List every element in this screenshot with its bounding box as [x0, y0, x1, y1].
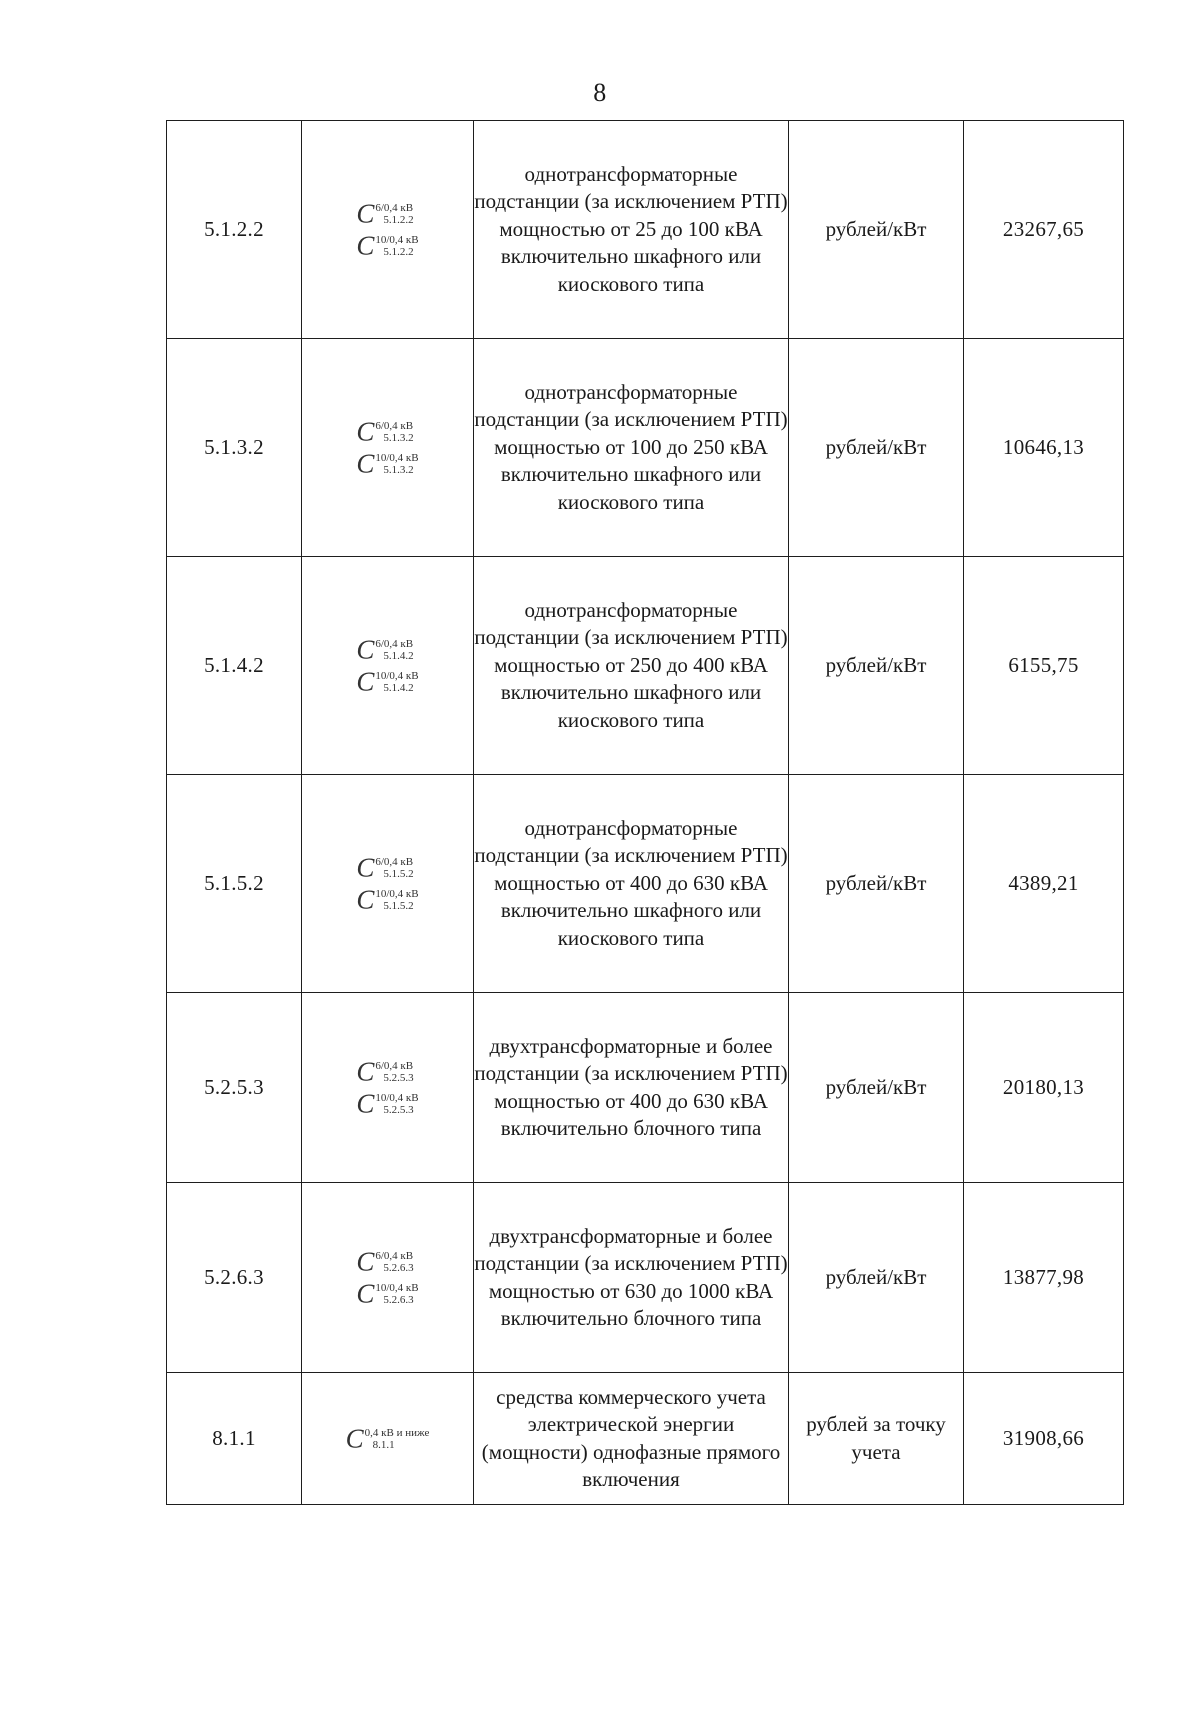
table-row — [167, 121, 1124, 339]
rate-symbol-index: 5.1.4.2 — [383, 681, 414, 694]
rate-symbol — [356, 1056, 418, 1086]
rate-symbol-letter: C — [345, 1423, 364, 1453]
rate-symbol-index: 5.1.4.2 — [383, 649, 414, 662]
table-row — [167, 1373, 1124, 1505]
row-value: 13877,98 — [964, 1183, 1124, 1373]
rate-symbol-letter: C — [356, 230, 375, 260]
rate-symbol-group — [356, 630, 418, 702]
table-row — [167, 775, 1124, 993]
rate-symbol-voltage: 6/0,4 кВ — [375, 1059, 414, 1072]
rate-symbol-voltage: 6/0,4 кВ — [375, 637, 414, 650]
row-code: 5.1.5.2 — [167, 775, 302, 993]
row-code: 5.1.2.2 — [167, 121, 302, 339]
rate-symbol-cell — [302, 339, 474, 557]
table-row — [167, 339, 1124, 557]
rate-symbol-index: 5.2.5.3 — [383, 1071, 414, 1084]
row-unit: рублей/кВт — [789, 339, 964, 557]
rate-symbol — [356, 852, 418, 882]
rate-symbol-letter: C — [356, 634, 375, 664]
rate-symbol-voltage: 10/0,4 кВ — [375, 887, 419, 900]
rate-symbol — [345, 1423, 430, 1453]
row-unit: рублей/кВт — [789, 121, 964, 339]
rate-symbol-index: 5.1.2.2 — [383, 213, 414, 226]
row-description: однотрансформаторные подстанции (за исключением РТП) мощностью от 400 до 630 кВА включительно шкафного или киоскового типа — [474, 775, 789, 993]
rate-symbol-voltage: 6/0,4 кВ — [375, 1249, 414, 1262]
rate-symbol — [356, 1278, 419, 1308]
rate-symbol-letter: C — [356, 1088, 375, 1118]
rate-symbol-cell — [302, 557, 474, 775]
row-description: средства коммерческого учета электрической энергии (мощности) однофазные прямого включения — [474, 1373, 789, 1505]
row-code: 5.1.4.2 — [167, 557, 302, 775]
row-value: 23267,65 — [964, 121, 1124, 339]
row-value: 4389,21 — [964, 775, 1124, 993]
rate-symbol-voltage: 0,4 кВ и ниже — [364, 1426, 430, 1439]
rate-symbol-index: 5.1.5.2 — [383, 899, 414, 912]
rate-symbol — [356, 1246, 418, 1276]
table-row — [167, 1183, 1124, 1373]
rate-symbol — [356, 884, 419, 914]
rate-symbol-group — [356, 848, 418, 920]
rate-symbol — [356, 666, 419, 696]
rate-symbol-letter: C — [356, 852, 375, 882]
rate-symbol-cell — [302, 1183, 474, 1373]
rate-symbol-voltage: 10/0,4 кВ — [375, 669, 419, 682]
row-value: 10646,13 — [964, 339, 1124, 557]
table-row — [167, 993, 1124, 1183]
rate-symbol-index: 5.1.5.2 — [383, 867, 414, 880]
row-unit: рублей/кВт — [789, 775, 964, 993]
rate-symbol-group — [356, 1242, 418, 1314]
rate-symbol — [356, 230, 419, 260]
rate-symbol-index: 5.2.6.3 — [383, 1293, 414, 1306]
rate-symbol-voltage: 10/0,4 кВ — [375, 451, 419, 464]
row-description: однотрансформаторные подстанции (за исключением РТП) мощностью от 250 до 400 кВА включительно шкафного или киоскового типа — [474, 557, 789, 775]
row-code: 5.2.6.3 — [167, 1183, 302, 1373]
rate-symbol-cell — [302, 993, 474, 1183]
rate-symbol-index: 5.1.2.2 — [383, 245, 414, 258]
rate-symbol — [356, 1088, 419, 1118]
rate-symbol-index: 5.1.3.2 — [383, 463, 414, 476]
rate-symbol — [356, 634, 418, 664]
rate-symbol-index: 5.2.6.3 — [383, 1261, 414, 1274]
row-code: 5.2.5.3 — [167, 993, 302, 1183]
rate-symbol-letter: C — [356, 1056, 375, 1086]
row-unit: рублей/кВт — [789, 557, 964, 775]
rate-symbol-group — [356, 412, 418, 484]
rate-symbol-index: 5.1.3.2 — [383, 431, 414, 444]
rate-symbol-group — [356, 1052, 418, 1124]
row-description: однотрансформаторные подстанции (за исключением РТП) мощностью от 100 до 250 кВА включительно шкафного или киоскового типа — [474, 339, 789, 557]
rate-symbol-letter: C — [356, 1246, 375, 1276]
row-code: 5.1.3.2 — [167, 339, 302, 557]
row-description: двухтрансформаторные и более подстанции (за исключением РТП) мощностью от 630 до 1000 кВА включительно блочного типа — [474, 1183, 789, 1373]
row-code: 8.1.1 — [167, 1373, 302, 1505]
rate-symbol-voltage: 10/0,4 кВ — [375, 1091, 419, 1104]
rate-symbol-cell — [302, 121, 474, 339]
tariff-table-body — [167, 121, 1124, 1505]
rate-symbol-voltage: 6/0,4 кВ — [375, 419, 414, 432]
rate-symbol-letter: C — [356, 1278, 375, 1308]
rate-symbol-voltage: 10/0,4 кВ — [375, 1281, 419, 1294]
rate-symbol-group — [356, 194, 418, 266]
rate-symbol-voltage: 6/0,4 кВ — [375, 201, 414, 214]
row-unit: рублей/кВт — [789, 993, 964, 1183]
rate-symbol-letter: C — [356, 198, 375, 228]
row-value: 6155,75 — [964, 557, 1124, 775]
row-description: двухтрансформаторные и более подстанции (за исключением РТП) мощностью от 400 до 630 кВА включительно блочного типа — [474, 993, 789, 1183]
rate-symbol-letter: C — [356, 666, 375, 696]
page-number: 8 — [593, 78, 607, 107]
rate-symbol-voltage: 10/0,4 кВ — [375, 233, 419, 246]
rate-symbol-letter: C — [356, 448, 375, 478]
row-value: 20180,13 — [964, 993, 1124, 1183]
rate-symbol-index: 5.2.5.3 — [383, 1103, 414, 1116]
rate-symbol-cell — [302, 1373, 474, 1505]
rate-symbol-letter: C — [356, 884, 375, 914]
rate-symbol-letter: C — [356, 416, 375, 446]
rate-symbol — [356, 416, 418, 446]
row-value: 31908,66 — [964, 1373, 1124, 1505]
row-description: однотрансформаторные подстанции (за исключением РТП) мощностью от 25 до 100 кВА включительно шкафного или киоскового типа — [474, 121, 789, 339]
rate-symbol — [356, 448, 419, 478]
rate-symbol-cell — [302, 775, 474, 993]
rate-symbol-group — [346, 1419, 430, 1459]
tariff-table — [166, 120, 1124, 1505]
table-row — [167, 557, 1124, 775]
rate-symbol-voltage: 6/0,4 кВ — [375, 855, 414, 868]
rate-symbol-index: 8.1.1 — [372, 1438, 395, 1451]
rate-symbol — [356, 198, 418, 228]
row-unit: рублей за точку учета — [789, 1373, 964, 1505]
row-unit: рублей/кВт — [789, 1183, 964, 1373]
